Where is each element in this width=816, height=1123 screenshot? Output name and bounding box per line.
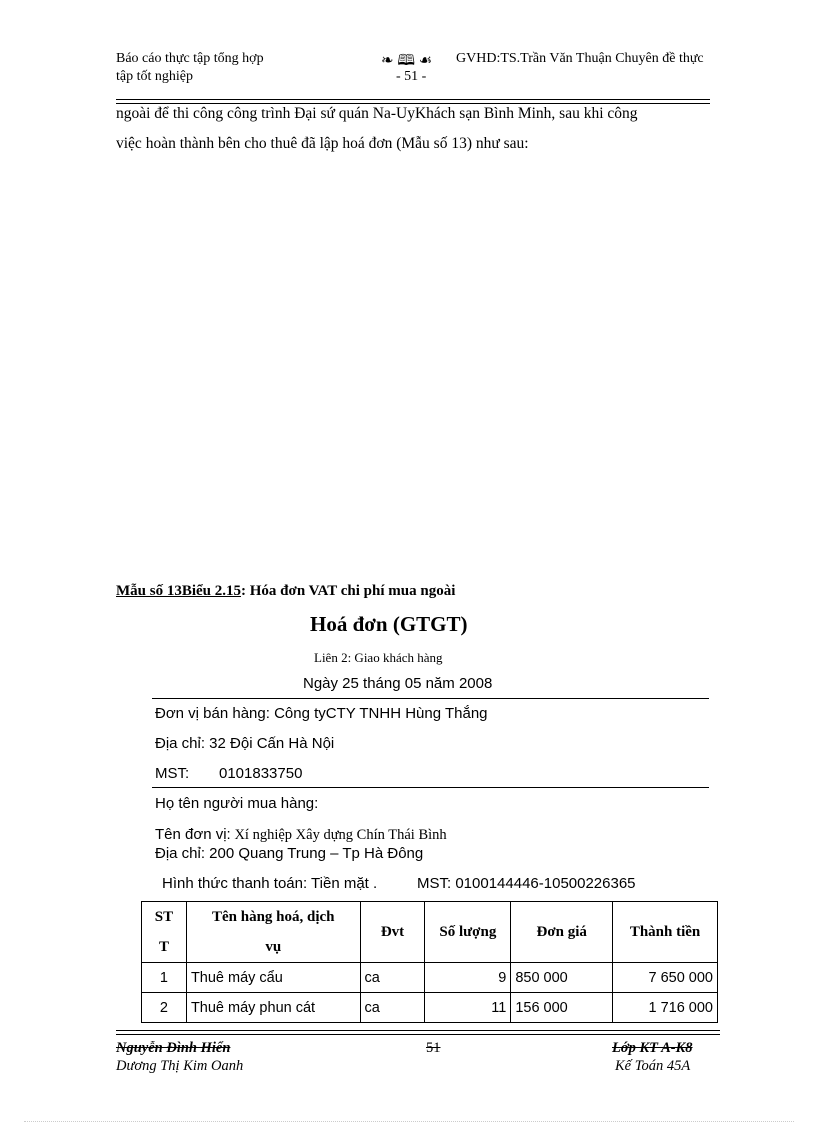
header-unit: Đvt	[360, 902, 425, 963]
header-quantity: Số lượng	[425, 902, 511, 963]
payment-method: Hình thức thanh toán: Tiền mặt .	[162, 875, 378, 892]
header-ornament-icon: ❧ 🕮 ☙	[381, 53, 433, 69]
row-unit: ca	[360, 963, 425, 993]
header-left-line1: Báo cáo thực tập tổng hợp	[116, 51, 264, 66]
row-amount: 1 716 000	[613, 993, 718, 1023]
footer-page-number: 51	[426, 1040, 441, 1056]
caption-label: Mẫu số 13Biểu 2.15	[116, 583, 242, 599]
row-item-name: Thuê máy phun cát	[186, 993, 360, 1023]
header-divider	[116, 99, 710, 104]
buyer-unit-label: Tên đơn vị:	[155, 826, 231, 843]
header-unit-price: Đơn giá	[511, 902, 613, 963]
footer-class: Lớp KT A-K8	[612, 1040, 693, 1056]
intro-line-1: ngoài để thi công công trình Đại sứ quán Na-UyKhách sạn Bình Minh, sau khi công	[116, 105, 638, 122]
buyer-unit-line	[155, 826, 447, 844]
invoice-divider-mid	[152, 787, 709, 788]
row-unit-price: 156 000	[511, 993, 613, 1023]
table-row	[142, 963, 718, 993]
row-amount: 7 650 000	[613, 963, 718, 993]
header-stt: ST T	[142, 902, 187, 963]
header-amount: Thành tiền	[613, 902, 718, 963]
figure-caption	[116, 583, 455, 600]
intro-line-2: việc hoàn thành bên cho thuê đã lập hoá đơn (Mẫu số 13) như sau:	[116, 135, 529, 152]
row-quantity: 9	[425, 963, 511, 993]
header-left-line2: tập tốt nghiệp	[116, 69, 193, 84]
table-row	[142, 993, 718, 1023]
buyer-tax-code: MST: 0100144446-10500226365	[417, 875, 636, 892]
caption-text: : Hóa đơn VAT chi phí mua ngoài	[241, 583, 456, 599]
page-bottom-edge	[24, 1121, 794, 1122]
invoice-items-table	[141, 901, 718, 1023]
buyer-address: Địa chỉ: 200 Quang Trung – Tp Hà Đông	[155, 845, 424, 862]
seller-tax-label: MST:	[155, 765, 190, 782]
invoice-copy: Liên 2: Giao khách hàng	[314, 650, 443, 665]
header-page-marker: - 51 -	[396, 69, 427, 84]
invoice-date: Ngày 25 tháng 05 năm 2008	[303, 675, 493, 692]
footer-author-2: Dương Thị Kim Oanh	[116, 1058, 244, 1074]
row-stt: 1	[142, 963, 187, 993]
footer-department: Kế Toán 45A	[615, 1058, 691, 1074]
seller-address: Địa chỉ: 32 Đội Cấn Hà Nội	[155, 735, 335, 752]
footer-author: Nguyễn Đình Hiển	[116, 1040, 231, 1056]
footer-divider	[116, 1030, 720, 1035]
invoice-divider-top	[152, 698, 709, 699]
seller-name: Đơn vị bán hàng: Công tyCTY TNHH Hùng Thắng	[155, 705, 488, 722]
row-item-name: Thuê máy cẩu	[186, 963, 360, 993]
row-stt: 2	[142, 993, 187, 1023]
header-right-line1: GVHD:TS.Trần Văn Thuận Chuyên đề thực	[456, 51, 704, 66]
header-item-name: Tên hàng hoá, dịch vụ	[186, 902, 360, 963]
seller-tax-code: 0101833750	[219, 765, 303, 782]
buyer-name: Họ tên người mua hàng:	[155, 795, 319, 812]
row-quantity: 11	[425, 993, 511, 1023]
row-unit: ca	[360, 993, 425, 1023]
table-header-row	[142, 902, 718, 963]
buyer-unit: Xí nghiệp Xây dựng Chín Thái Bình	[234, 827, 447, 843]
invoice-title: Hoá đơn (GTGT)	[310, 612, 468, 636]
row-unit-price: 850 000	[511, 963, 613, 993]
